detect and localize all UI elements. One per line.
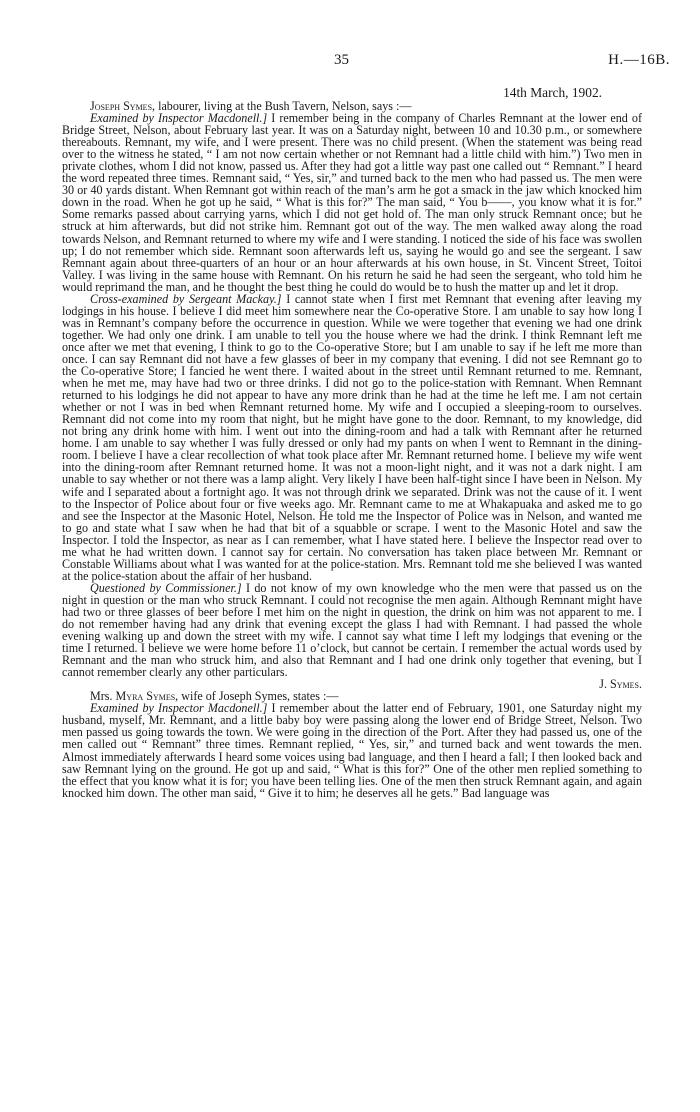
- witness1-intro: , labourer, living at the Bush Tavern, Nelson, says :—: [152, 99, 412, 113]
- witness2-intro: , wife of Joseph Symes, states :—: [175, 689, 339, 704]
- witness1-cross-text: I cannot state when I first met Remnant that evening after leaving my lodgings in his house. I believe I did meet him somewhere near the Co-operative Store. I am unable to say how long I was in Remnant’s company before the occurrence in question. While we were together that evening we had one drink together. We had only one drink. I am unable to tell you the house where we had the drink. I think Remnant left me once after we met that evening, I think to go to the Co-operative Store; but I am unable to say if he left me more than once. I can say Remnant did not have a few glasses of beer in my company that evening. I did not see Remnant go to the Co-operative Store; I fancied he went there. I waited about in the street until Remnant returned to me. Remnant, when he met me, may have had two or three drinks. I did not go to the police-station with Remnant. When Remnant returned to his lodgings he did not appear to have any more drink than he had at the time he left me. I am not certain whether or not I was in bed when Remnant returned home. My wife and I occupied a sleeping-room to ourselves. Remnant did not come into my room that night, but he might have gone to the door. Remnant, to my knowledge, did not bring any drink home with him. I went out into the dining-room and had a talk with Remnant after he returned home. I am unable to say whether I was fully dressed or only had my pants on when I went to Remnant in the dining-room. I believe I have a clear recollection of what took place after Mr. Remnant returned home. I believe my wife went into the dining-room after Remnant returned home. It was not a moon-light night, and it was not a dark night. I am unable to say whether or not there was a lamp alight. Very likely I have been half-tight since I have been in Nelson. My wife and I separated about a fortnight ago. It was not through drink we separated. Drink was not the cause of it. I went to the Inspector of Police about four or five weeks ago. Mr. Remnant came to me at Whakapuaka and asked me to go and see the Inspector at the Masonic Hotel, Nelson. He told me the Inspector of Police was in Nelson, and wanted me to go and state what I saw when he had that bit of a squabble or scrape. I went to the Masonic Hotel and saw the Inspector. I told the Inspector, as near as I can remember, what I have stated here. I believe the Inspector read over to me what he had written down. I cannot say for certain. No conversation has taken place between Mr. Remnant or Constable Williams about what I was wanted for at the police-station. Mrs. Remnant told me she believed I was wanted at the police-station about the affair of her husband.: [62, 291, 642, 583]
- witness1-cross-examination: [62, 293, 642, 582]
- page-header: [0, 52, 700, 72]
- witness1-exam-label: Examined by Inspector Macdonell.]: [90, 111, 268, 126]
- witness1-quest-label: Questioned by Commissioner.]: [90, 580, 242, 595]
- witness1-name: Joseph Symes: [90, 99, 153, 113]
- document-reference: H.—16B.: [608, 52, 670, 68]
- witness1-signature: J. Symes.: [599, 677, 642, 692]
- witness2-name: Myra Symes: [115, 689, 176, 704]
- witness1-exam-text: I remember being in the company of Charles Remnant at the lower end of Bridge Street, Nelson, about February last year. It was on a Saturday night, between 10 and 10.30 p.m., or somewhere thereabouts. Remnant, my wife, and I were present. There was no child present. (When the statement was being read over to the witness he stated, “ I am not now certain whether or not Remnant had a little child with him.”) Two men in private clothes, whom I did not know, passed us. After they had got a little way past one called out “ Remnant.” I heard the word repeated three times. Remnant said, “ Yes, sir,” and turned back to the men who had passed us. The men were 30 or 40 yards distant. When Remnant got within reach of the man’s arm he got a smack in the jaw which knocked him down in the road. When he got up he said, “ What is this for?” The man said, “ You b——, you know what it is for.” Some remarks passed about carrying yarns, which I did not get hold of. The man only struck Remnant once; but he struck at him afterwards, but did not strike him. Remnant got out of the way. The men walked away along the road towards Nelson, and Remnant returned to where my wife and I were standing. I noticed the side of his face was swollen up; I do not remember which side. Remnant soon afterwards left us, saying he would go and see the sergeant. I saw Remnant again about three-quarters of an hour or an hour afterwards at his own house, in St. Vincent Street, Toitoi Valley. I was living in the same house with Remnant. On his return he said he had seen the sergeant, who told him he would reprimand the man, and he thought the best thing he could do would be to hush the matter up and let it drop.: [62, 111, 643, 294]
- witness1-questioning: [62, 582, 642, 678]
- document-body: [62, 100, 642, 799]
- witness2-exam-text: I remember about the latter end of February, 1901, one Saturday night my husband, myself, Mr. Remnant, and a little baby boy were passing along the lower end of Bridge Street, Nelson. Two men passed us going towards the town. We were going in the direction of the Port. After they had passed us, one of the men called out “ Remnant” three times. Remnant replied, “ Yes, sir,” and turned back and went towards the men. Almost immediately afterwards I heard some voices using bad language, and then I heard a fall; I then looked back and saw Remnant lying on the ground. He got up and said, “ What is this for?” One of the other men replied something to the effect that you know what it is for; you have been telling lies. One of the men then struck Remnant again, and again knocked him down. The other man said, “ Give it to him; he deserves all he gets.” Bad language was: [62, 701, 643, 800]
- witness2-examination: [62, 702, 642, 798]
- witness2-exam-label: Examined by Inspector Macdonell.]: [90, 701, 268, 716]
- hearing-date: 14th March, 1902.: [503, 85, 602, 100]
- witness2-prefix: Mrs.: [90, 689, 116, 704]
- witness1-cross-label: Cross-examined by Sergeant Mackay.]: [90, 291, 282, 306]
- witness1-examination: [62, 112, 642, 293]
- witness1-quest-text: I do not know of my own knowledge who the men were that passed us on the night in question or the man who struck Remnant. I could not recognise the men again. Although Remnant might have had two or three glasses of beer before I met him on the night in question, the drink on him was not apparent to me. I do not remember having had any drink that evening except the glass I had with Remnant. I had passed the whole evening walking up and down the street with my wife. I cannot say what time I left my lodgings that evening or the time I returned. I believe we were home before 11 o’clock, but cannot be certain. I remember the actual words used by Remnant and the man who struck him, and also that Remnant and I had one drink only together that evening, but I cannot remember clearly any other particulars.: [62, 580, 642, 680]
- page-number: 35: [334, 52, 349, 68]
